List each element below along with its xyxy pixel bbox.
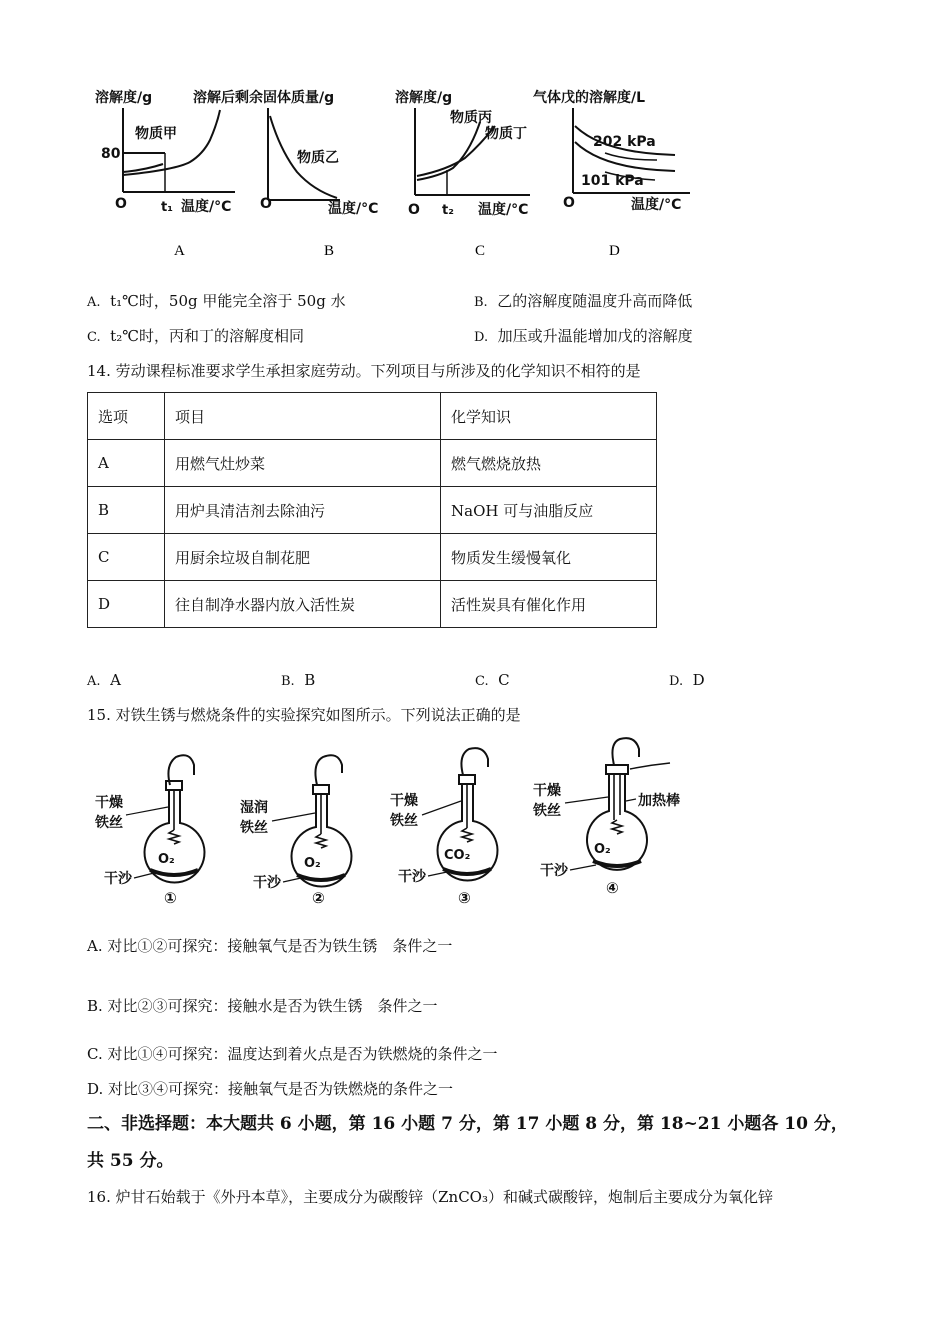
graph-b-ylabel: 溶解后剩余固体质量/g [193, 90, 335, 106]
table-cell: 用燃气灶炒菜 [165, 440, 441, 487]
flask-1-label-top: 干燥 [95, 795, 123, 811]
option-label: B. [474, 295, 488, 310]
graph-d-letter: D [609, 243, 620, 259]
flask-4 [532, 738, 680, 897]
option-text: 乙的溶解度随温度升高而降低 [497, 292, 693, 310]
table-header-cell: 化学知识 [441, 393, 657, 440]
q14-option-c[interactable] [475, 670, 510, 692]
flask-2-number: ② [312, 889, 325, 907]
table-cell: 活性炭具有催化作用 [441, 581, 657, 628]
graph-c-xtick: t₂ [442, 203, 454, 218]
q14-option-d[interactable] [669, 670, 705, 692]
flask-4-heater-label: 加热棒 [638, 793, 680, 809]
flask-1-sand: 干沙 [104, 871, 132, 887]
table-cell: C [88, 534, 165, 581]
graph-d-origin: O [563, 195, 575, 211]
graph-a-letter: A [174, 243, 185, 259]
table-cell: 用炉具清洁剂去除油污 [165, 487, 441, 534]
graph-d-series2: 101 kPa [581, 173, 644, 189]
section-heading: 二、非选择题：本大题共 6 小题，第 16 小题 7 分，第 17 小题 8 分，第 18~21 小题各 10 分， [87, 1114, 848, 1134]
q13-option-d[interactable] [474, 326, 693, 348]
graph-b-origin: O [260, 196, 272, 212]
graph-a-xlabel: 温度/°C [181, 199, 232, 215]
graph-d-series1: 202 kPa [593, 134, 656, 150]
flask-1-label-bottom: 铁丝 [95, 815, 123, 831]
table-row [88, 440, 657, 487]
q14-stem: 14. 劳动课程标准要求学生承担家庭劳动。下列项目与所涉及的化学知识不相符的是 [87, 362, 641, 380]
graph-b-letter: B [324, 243, 335, 259]
option-label: A. [87, 674, 101, 689]
flask-3-label-bottom: 铁丝 [390, 813, 418, 829]
table-cell: 物质发生缓慢氧化 [441, 534, 657, 581]
option-label: D. [474, 330, 489, 345]
q14-option-a[interactable] [87, 670, 121, 692]
q15-stem: 15. 对铁生锈与燃烧条件的实验探究如图所示。下列说法正确的是 [87, 706, 521, 724]
flask-2-label-bottom: 铁丝 [240, 820, 268, 836]
graph-a [95, 89, 235, 259]
option-text: A [110, 671, 121, 689]
q13-option-b[interactable] [474, 291, 692, 313]
flask-2 [239, 755, 352, 907]
graph-a-origin: O [115, 196, 127, 212]
graph-b-xlabel: 温度/°C [328, 201, 379, 217]
flask-1 [94, 755, 205, 907]
solubility-graphs [85, 80, 705, 265]
flask-1-number: ① [164, 889, 177, 907]
flask-3-label-top: 干燥 [390, 793, 418, 809]
option-text: C [498, 671, 510, 689]
q16-stem: 16. 炉甘石始载于《外丹本草》，主要成分为碳酸锌（ZnCO₃）和碱式碳酸锌，炮制后主要成分为氧化锌 [87, 1188, 773, 1206]
graph-d-ylabel: 气体戊的溶解度/L [533, 90, 646, 106]
flask-2-sand: 干沙 [253, 875, 281, 891]
flask-3 [389, 748, 498, 907]
flask-2-label-top: 湿润 [240, 800, 268, 816]
option-text: 加压或升温能增加戊的溶解度 [497, 327, 693, 345]
graph-a-xtick: t₁ [161, 200, 173, 215]
flask-3-number: ③ [458, 889, 471, 907]
flask-3-sand: 干沙 [398, 869, 426, 885]
q14-option-b[interactable] [281, 670, 315, 692]
flask-4-number: ④ [606, 879, 619, 897]
flask-2-gas: O₂ [304, 856, 321, 871]
flask-1-gas: O₂ [158, 852, 175, 867]
q14-table [87, 392, 657, 628]
flask-4-label-top: 干燥 [533, 783, 561, 799]
table-header-row [88, 393, 657, 440]
flask-4-sand: 干沙 [540, 863, 568, 879]
graph-c-letter: C [475, 243, 486, 259]
table-row [88, 534, 657, 581]
flask-experiments [90, 735, 710, 910]
option-label: C. [475, 674, 489, 689]
q15-option-b[interactable]: B. 对比②③可探究：接触水是否为铁生锈 条件之一 [87, 997, 438, 1015]
graph-c [395, 89, 530, 259]
graph-b [193, 89, 378, 259]
table-cell: 燃气燃烧放热 [441, 440, 657, 487]
table-header-cell: 选项 [88, 393, 165, 440]
option-label: B. [281, 674, 295, 689]
q13-option-a[interactable] [87, 291, 346, 313]
section-heading-cont: 共 55 分。 [87, 1151, 174, 1171]
graph-c-series2: 物质丁 [485, 126, 527, 142]
graph-c-origin: O [408, 202, 420, 218]
option-label: D. [669, 674, 684, 689]
flask-3-gas: CO₂ [444, 848, 471, 863]
q15-option-d[interactable]: D. 对比③④可探究：接触氧气是否为铁燃烧的条件之一 [87, 1080, 454, 1098]
graph-c-xlabel: 温度/°C [478, 202, 529, 218]
table-cell: D [88, 581, 165, 628]
graph-c-ylabel: 溶解度/g [395, 90, 453, 106]
graph-c-series1: 物质丙 [450, 110, 492, 126]
table-row [88, 487, 657, 534]
option-text: t₂℃时，丙和丁的溶解度相同 [110, 327, 304, 345]
table-cell: NaOH 可与油脂反应 [441, 487, 657, 534]
option-text: B [304, 671, 316, 689]
option-label: A. [87, 295, 101, 310]
flask-4-gas: O₂ [594, 842, 611, 857]
q13-option-c[interactable] [87, 326, 304, 348]
table-cell: A [88, 440, 165, 487]
graph-b-series: 物质乙 [297, 150, 339, 166]
graph-d-xlabel: 温度/°C [631, 197, 682, 213]
q15-option-c[interactable]: C. 对比①④可探究：温度达到着火点是否为铁燃烧的条件之一 [87, 1045, 498, 1063]
flask-4-label-bottom: 铁丝 [533, 803, 561, 819]
table-cell: B [88, 487, 165, 534]
option-text: D [692, 671, 705, 689]
table-cell: 往自制净水器内放入活性炭 [165, 581, 441, 628]
table-row [88, 581, 657, 628]
graph-a-ytick: 80 [101, 146, 121, 162]
graph-a-ylabel: 溶解度/g [95, 90, 153, 106]
option-label: C. [87, 330, 101, 345]
q15-option-a[interactable]: A. 对比①②可探究：接触氧气是否为铁生锈 条件之一 [87, 937, 453, 955]
table-cell: 用厨余垃圾自制花肥 [165, 534, 441, 581]
graph-d [533, 89, 690, 259]
graph-a-series: 物质甲 [135, 126, 177, 142]
option-text: t₁℃时，50g 甲能完全溶于 50g 水 [110, 292, 346, 310]
table-header-cell: 项目 [165, 393, 441, 440]
